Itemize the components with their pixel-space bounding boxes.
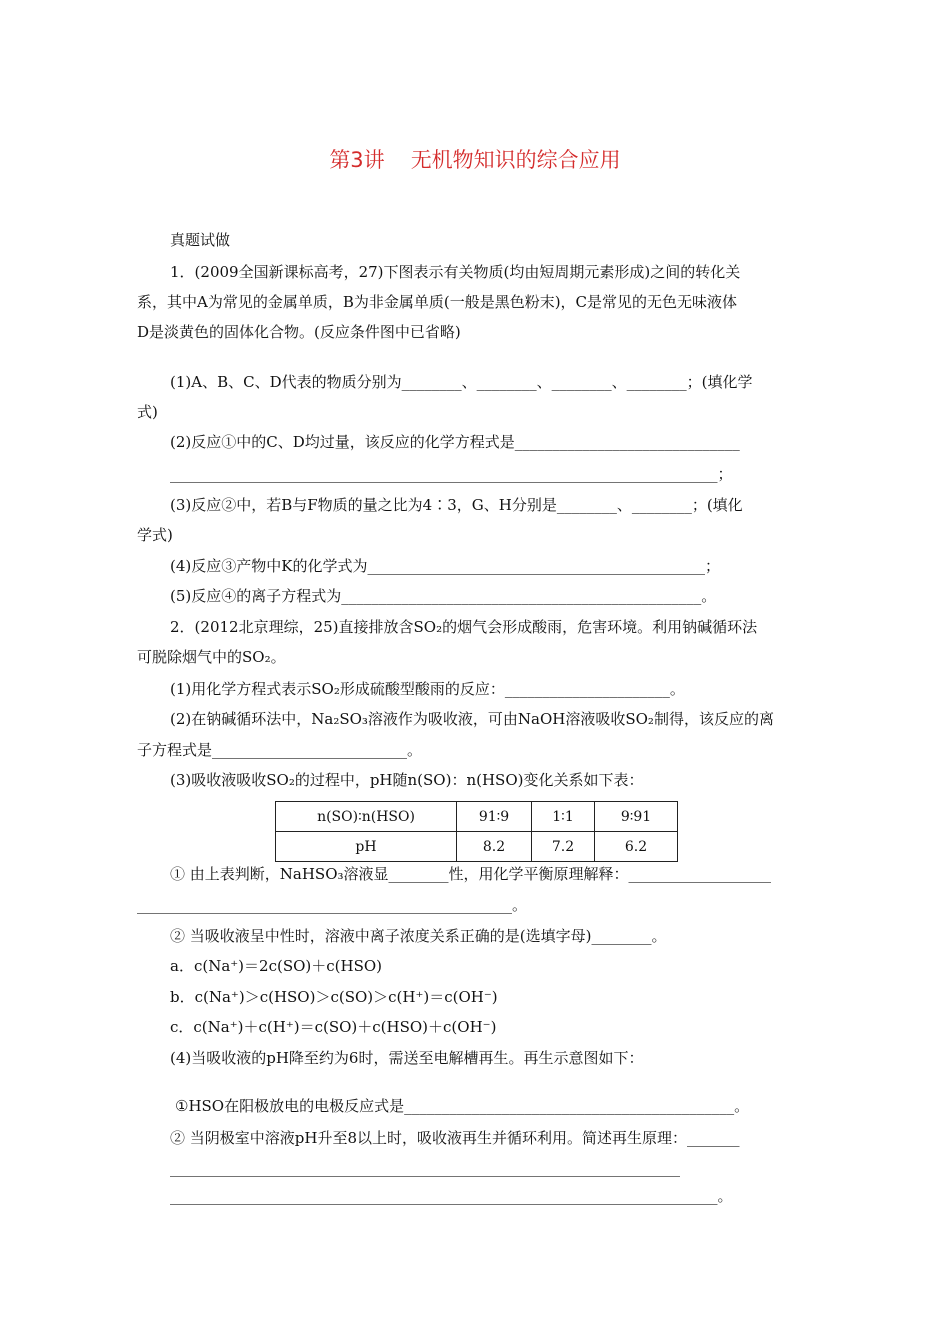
q2-elec-2b: ____________________________________________________________________	[170, 1159, 680, 1177]
q2-sub2: ② 当吸收液呈中性时，溶液中离子浓度关系正确的是(选填字母)________。	[170, 927, 667, 945]
q1-part3-a: (3)反应②中，若B与F物质的量之比为4∶3，G、H分别是________、________；(填化	[170, 496, 743, 514]
q1-part1-b: 式)	[137, 403, 158, 421]
q1-line1: 1．(2009全国新课标高考，27)下图表示有关物质(均由短周期元素形成)之间的转化关	[170, 263, 741, 281]
q1-part1-a: (1)A、B、C、D代表的物质分别为________、________、________、________；(填化学	[170, 373, 753, 391]
table-cell: n(SO)∶n(HSO)	[276, 802, 457, 832]
q2-sub1-a: ① 由上表判断，NaHSO₃溶液显________性，用化学平衡原理解释：___________________	[170, 865, 772, 883]
section-heading: 真题试做	[170, 231, 231, 249]
lecture-topic: 无机物知识的综合应用	[410, 148, 621, 172]
q1-line2: 系，其中A为常见的金属单质，B为非金属单质(一般是黑色粉末)，C是常见的无色无味液体	[137, 293, 738, 311]
q1-part2-b: _________________________________________________________________________；	[170, 465, 733, 483]
q2-part2-a: (2)在钠碱循环法中，Na₂SO₃溶液作为吸收液，可由NaOH溶液吸收SO₂制得，该反应的离	[170, 710, 774, 728]
q2-part3: (3)吸收液吸收SO₂的过程中，pH随n(SO)：n(HSO)变化关系如下表：	[170, 771, 644, 789]
q2-elec-2a: ② 当阴极室中溶液pH升至8以上时，吸收液再生并循环利用。简述再生原理：_______	[170, 1129, 740, 1147]
table-cell: 7.2	[532, 832, 595, 862]
table-cell: pH	[276, 832, 457, 862]
lecture-number: 第3讲	[329, 148, 385, 172]
q2-part4: (4)当吸收液的pH降至约为6时，需送至电解槽再生。再生示意图如下：	[170, 1049, 644, 1067]
page-title	[0, 144, 950, 174]
q1-part4: (4)反应③产物中K的化学式为_____________________________________________；	[170, 557, 720, 575]
table-row	[276, 802, 678, 832]
q2-part1: (1)用化学方程式表示SO₂形成硫酸型酸雨的反应：______________________。	[170, 680, 685, 698]
table-row	[276, 832, 678, 862]
q2-sub1-b: __________________________________________________。	[137, 896, 528, 914]
q2-elec-1: ①HSO在阳极放电的电极反应式是____________________________________________。	[175, 1097, 750, 1115]
q1-part5: (5)反应④的离子方程式为________________________________________________。	[170, 587, 717, 605]
table-cell: 1∶1	[532, 802, 595, 832]
table-cell: 8.2	[457, 832, 532, 862]
q2-part2-b: 子方程式是__________________________。	[137, 741, 423, 759]
table-cell: 6.2	[595, 832, 678, 862]
option-a: a．c(Na⁺)＝2c(SO)＋c(HSO)	[170, 957, 383, 975]
table-cell: 9∶91	[595, 802, 678, 832]
q1-line3: D是淡黄色的固体化合物。(反应条件图中已省略)	[137, 323, 461, 341]
q2-line2: 可脱除烟气中的SO₂。	[137, 648, 286, 666]
option-b: b．c(Na⁺)＞c(HSO)＞c(SO)＞c(H⁺)＝c(OH⁻)	[170, 988, 498, 1006]
q1-part2-a: (2)反应①中的C、D均过量，该反应的化学方程式是______________________________	[170, 433, 740, 451]
option-c: c．c(Na⁺)＋c(H⁺)＝c(SO)＋c(HSO)＋c(OH⁻)	[170, 1018, 497, 1036]
q2-line1: 2．(2012北京理综，25)直接排放含SO₂的烟气会形成酸雨，危害环境。利用钠碱循环法	[170, 618, 758, 636]
table-cell: 91∶9	[457, 802, 532, 832]
ph-table	[275, 801, 678, 862]
q1-part3-b: 学式)	[137, 526, 173, 544]
q2-elec-2c: _________________________________________________________________________。	[170, 1187, 733, 1205]
